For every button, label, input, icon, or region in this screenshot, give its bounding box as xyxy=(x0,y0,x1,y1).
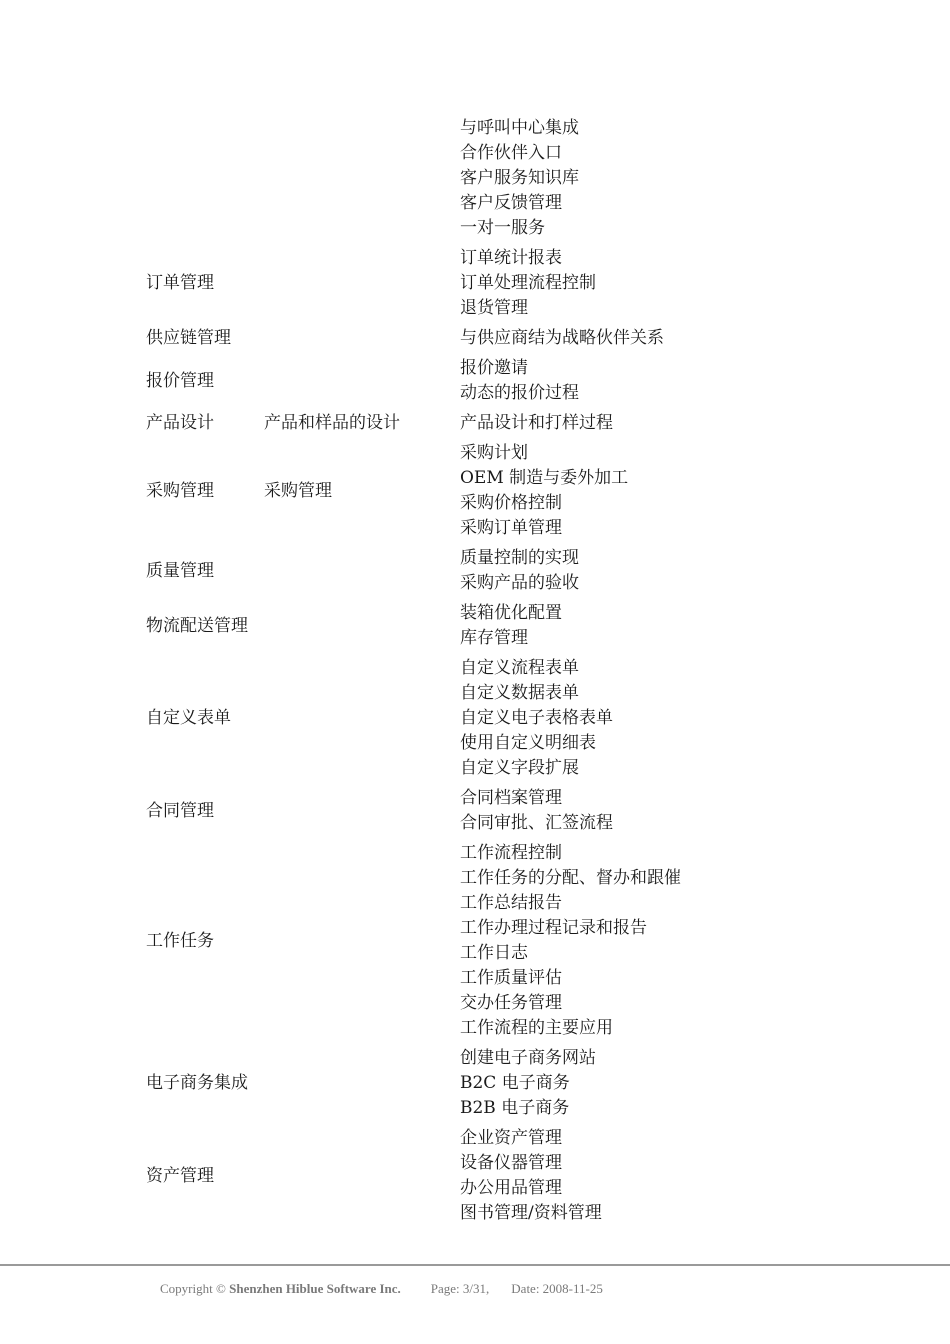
feature-item: 工作任务的分配、督办和跟催 xyxy=(460,868,681,888)
feature-item: 自定义电子表格表单 xyxy=(460,708,613,728)
feature-item: 订单统计报表 xyxy=(460,248,562,268)
feature-list xyxy=(460,116,579,241)
module-name: 物流配送管理 xyxy=(146,615,248,636)
feature-list xyxy=(460,546,579,596)
feature-list xyxy=(460,1046,596,1121)
feature-item: 采购订单管理 xyxy=(460,518,562,538)
feature-list xyxy=(460,326,664,351)
module-name: 产品设计 xyxy=(146,413,214,433)
module-name: 资产管理 xyxy=(146,1165,214,1186)
table-row xyxy=(146,116,846,241)
feature-item: 一对一服务 xyxy=(460,218,545,238)
feature-item: 客户反馈管理 xyxy=(460,193,562,213)
feature-item: 设备仪器管理 xyxy=(460,1153,562,1173)
company-name: Shenzhen Hiblue Software Inc. xyxy=(229,1281,401,1296)
feature-list xyxy=(460,441,628,541)
feature-item: 与呼叫中心集成 xyxy=(460,118,579,138)
feature-item: 办公用品管理 xyxy=(460,1178,562,1198)
feature-list xyxy=(460,411,613,436)
table-row xyxy=(146,546,846,596)
module-name: 自定义表单 xyxy=(146,708,231,728)
feature-item: B2C 电子商务 xyxy=(460,1073,570,1093)
feature-list xyxy=(460,246,596,321)
sub-module-name: 产品和样品的设计 xyxy=(264,413,400,433)
feature-item: 报价邀请 xyxy=(460,358,528,378)
module-name: 合同管理 xyxy=(146,800,214,821)
feature-item: 合同审批、汇签流程 xyxy=(460,813,613,833)
table-row xyxy=(146,246,846,321)
feature-item: 订单处理流程控制 xyxy=(460,273,596,293)
table-row xyxy=(146,326,846,351)
feature-item: 自定义流程表单 xyxy=(460,658,579,678)
document-date: Date: 2008-11-25 xyxy=(511,1281,603,1296)
feature-item: 采购计划 xyxy=(460,443,528,463)
copyright-prefix: Copyright © xyxy=(160,1281,230,1296)
feature-item: 库存管理 xyxy=(460,628,528,648)
table-row xyxy=(146,786,846,836)
feature-list xyxy=(460,601,562,651)
table-row xyxy=(146,656,846,781)
feature-item: 工作质量评估 xyxy=(460,968,562,988)
feature-item: 合同档案管理 xyxy=(460,788,562,808)
feature-item: 工作办理过程记录和报告 xyxy=(460,918,647,938)
module-name: 电子商务集成 xyxy=(146,1073,248,1093)
feature-item: 合作伙伴入口 xyxy=(460,143,562,163)
module-name: 工作任务 xyxy=(146,930,214,951)
module-name: 采购管理 xyxy=(146,480,214,501)
page-footer xyxy=(160,1281,603,1297)
module-name: 质量管理 xyxy=(146,560,214,581)
feature-item: B2B 电子商务 xyxy=(460,1098,570,1118)
module-name: 报价管理 xyxy=(146,370,214,391)
table-row xyxy=(146,601,846,651)
feature-item: 企业资产管理 xyxy=(460,1128,562,1148)
feature-item: 动态的报价过程 xyxy=(460,383,579,403)
feature-item: 交办任务管理 xyxy=(460,993,562,1013)
sub-module-name: 采购管理 xyxy=(264,480,332,501)
feature-list xyxy=(460,1126,602,1226)
footer-divider xyxy=(0,1264,950,1266)
feature-item: 与供应商结为战略伙伴关系 xyxy=(460,328,664,348)
table-row xyxy=(146,1046,846,1121)
feature-item: 客户服务知识库 xyxy=(460,168,579,188)
feature-item: 工作流程控制 xyxy=(460,843,562,863)
table-row xyxy=(146,356,846,406)
feature-item: 工作流程的主要应用 xyxy=(460,1018,613,1038)
feature-item: 使用自定义明细表 xyxy=(460,733,596,753)
feature-list xyxy=(460,656,613,781)
table-row xyxy=(146,1126,846,1226)
table-row xyxy=(146,411,846,436)
feature-item: 采购价格控制 xyxy=(460,493,562,513)
feature-list xyxy=(460,786,613,836)
page-number: Page: 3/31, xyxy=(430,1281,490,1296)
feature-item: 自定义字段扩展 xyxy=(460,758,579,778)
feature-item: 质量控制的实现 xyxy=(460,548,579,568)
module-name: 订单管理 xyxy=(146,273,214,293)
table-row xyxy=(146,441,846,541)
feature-item: 产品设计和打样过程 xyxy=(460,413,613,433)
feature-item: 图书管理/资料管理 xyxy=(460,1203,602,1223)
table-row xyxy=(146,841,846,1041)
feature-item: 采购产品的验收 xyxy=(460,573,579,593)
feature-table xyxy=(146,116,846,1231)
feature-item: OEM 制造与委外加工 xyxy=(460,468,629,488)
feature-item: 创建电子商务网站 xyxy=(460,1048,596,1068)
feature-item: 工作日志 xyxy=(460,943,528,963)
feature-item: 退货管理 xyxy=(460,298,528,318)
feature-item: 装箱优化配置 xyxy=(460,603,562,623)
feature-item: 工作总结报告 xyxy=(460,893,562,913)
feature-item: 自定义数据表单 xyxy=(460,683,579,703)
feature-list xyxy=(460,841,681,1041)
module-name: 供应链管理 xyxy=(146,328,231,348)
feature-list xyxy=(460,356,579,406)
